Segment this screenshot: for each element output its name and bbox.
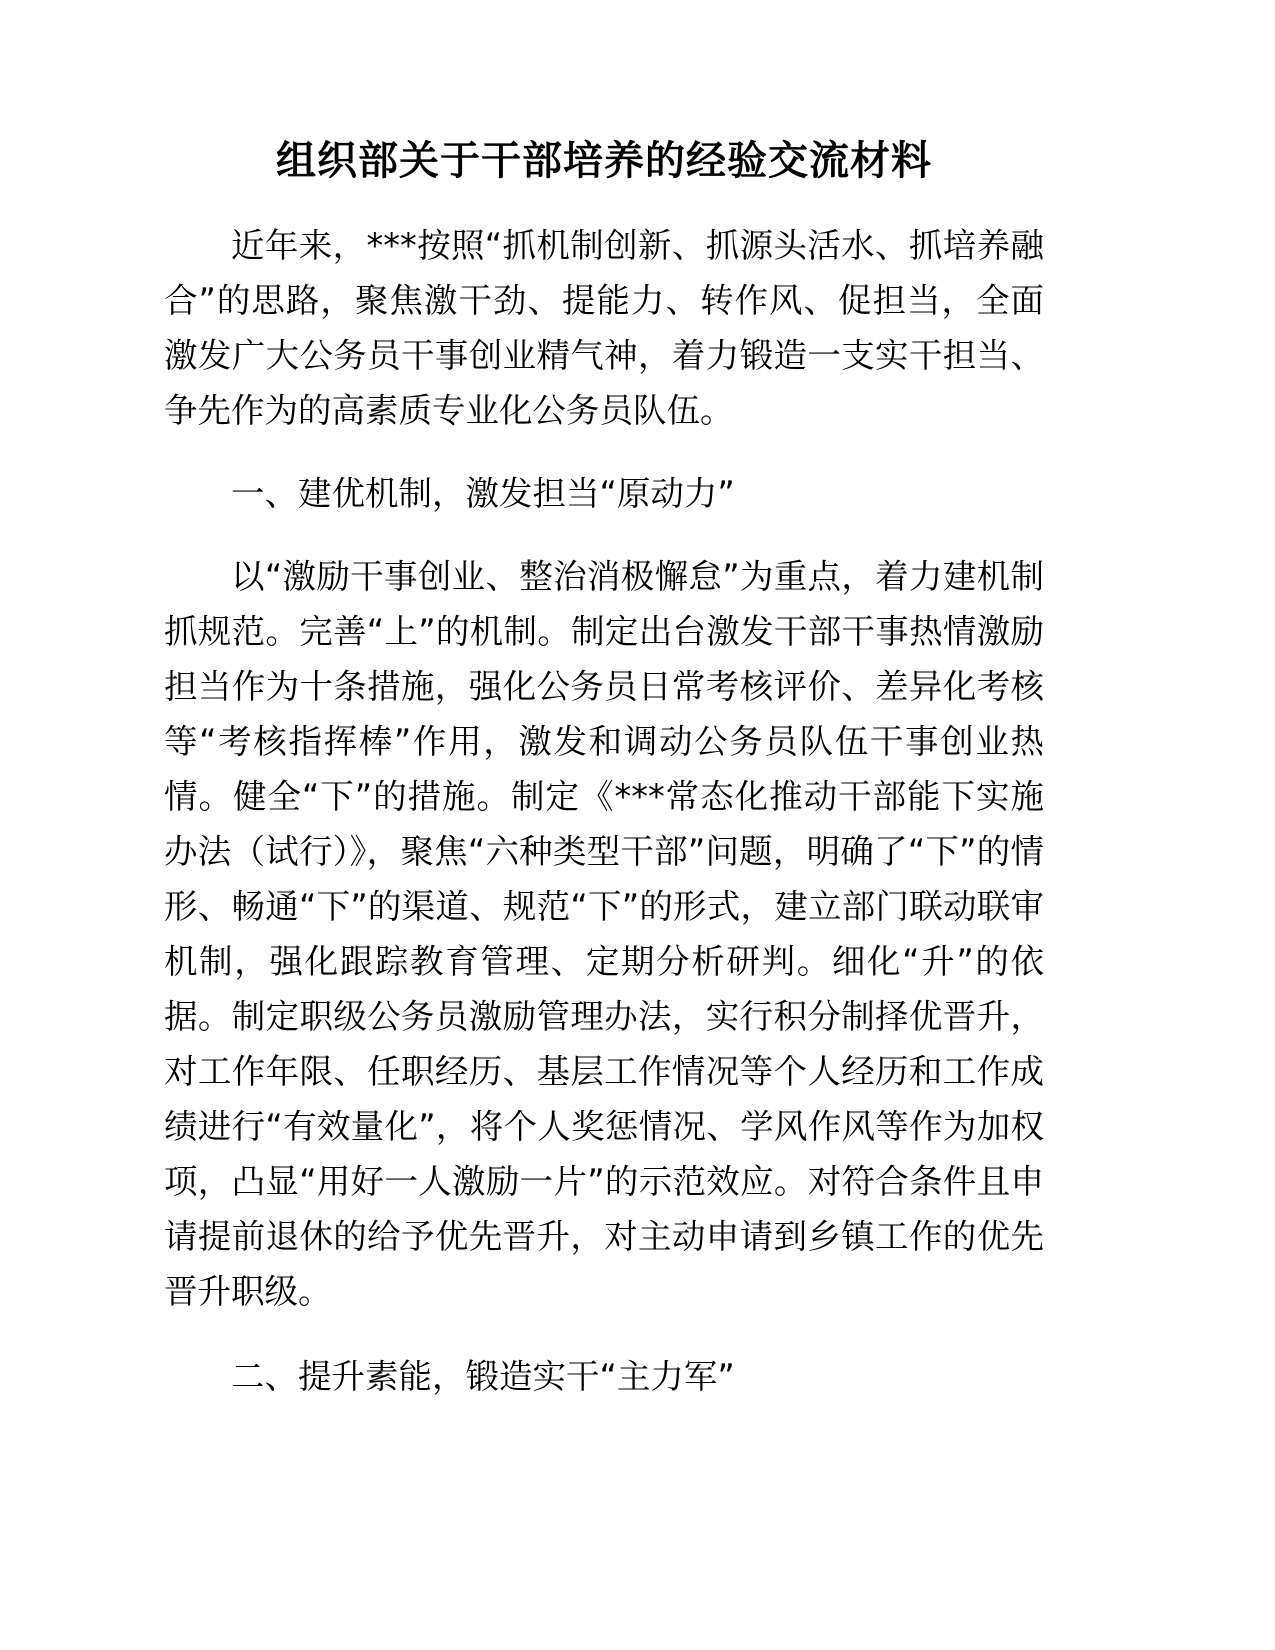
paragraph-introduction: 近年来，***按照“抓机制创新、抓源头活水、抓培养融合”的思路，聚焦激干劲、提能力、转作风、促担当，全面激发广大公务员干事创业精气神，着力锻造一支实干担当、争先作为的高素质专业化公务员队伍。 bbox=[164, 226, 1044, 430]
page-bottom-spacer bbox=[164, 1404, 1044, 1405]
section-heading-two: 二、提升素能，锻造实干“主力军” bbox=[231, 1357, 735, 1396]
section-heading-one: 一、建优机制，激发担当“原动力” bbox=[231, 474, 735, 513]
page-title: 组织部关于干部培养的经验交流材料 bbox=[276, 138, 932, 184]
document-content bbox=[164, 0, 1044, 1405]
paragraph-section-one-body: 以“激励干事创业、整治消极懈怠”为重点，着力建机制抓规范。完善“上”的机制。制定出台激发干部干事热情激励担当作为十条措施，强化公务员日常考核评价、差异化考核等“考核指挥棒”作用，激发和调动公务员队伍干事创业热情。健全“下”的措施。制定《***常态化推动干部能下实施办法（试行）》，聚焦“六种类型干部”问题，明确了“下”的情形、畅通“下”的渠道、规范“下”的形式，建立部门联动联审机制，强化跟踪教育管理、定期分析研判。细化“升”的依据。制定职级公务员激励管理办法，实行积分制择优晋升，对工作年限、任职经历、基层工作情况等个人经历和工作成绩进行“有效量化”，将个人奖惩情况、学风作风等作为加权项，凸显“用好一人激励一片”的示范效应。对符合条件且申请提前退休的给予优先晋升，对主动申请到乡镇工作的优先晋升职级。 bbox=[164, 557, 1044, 1311]
